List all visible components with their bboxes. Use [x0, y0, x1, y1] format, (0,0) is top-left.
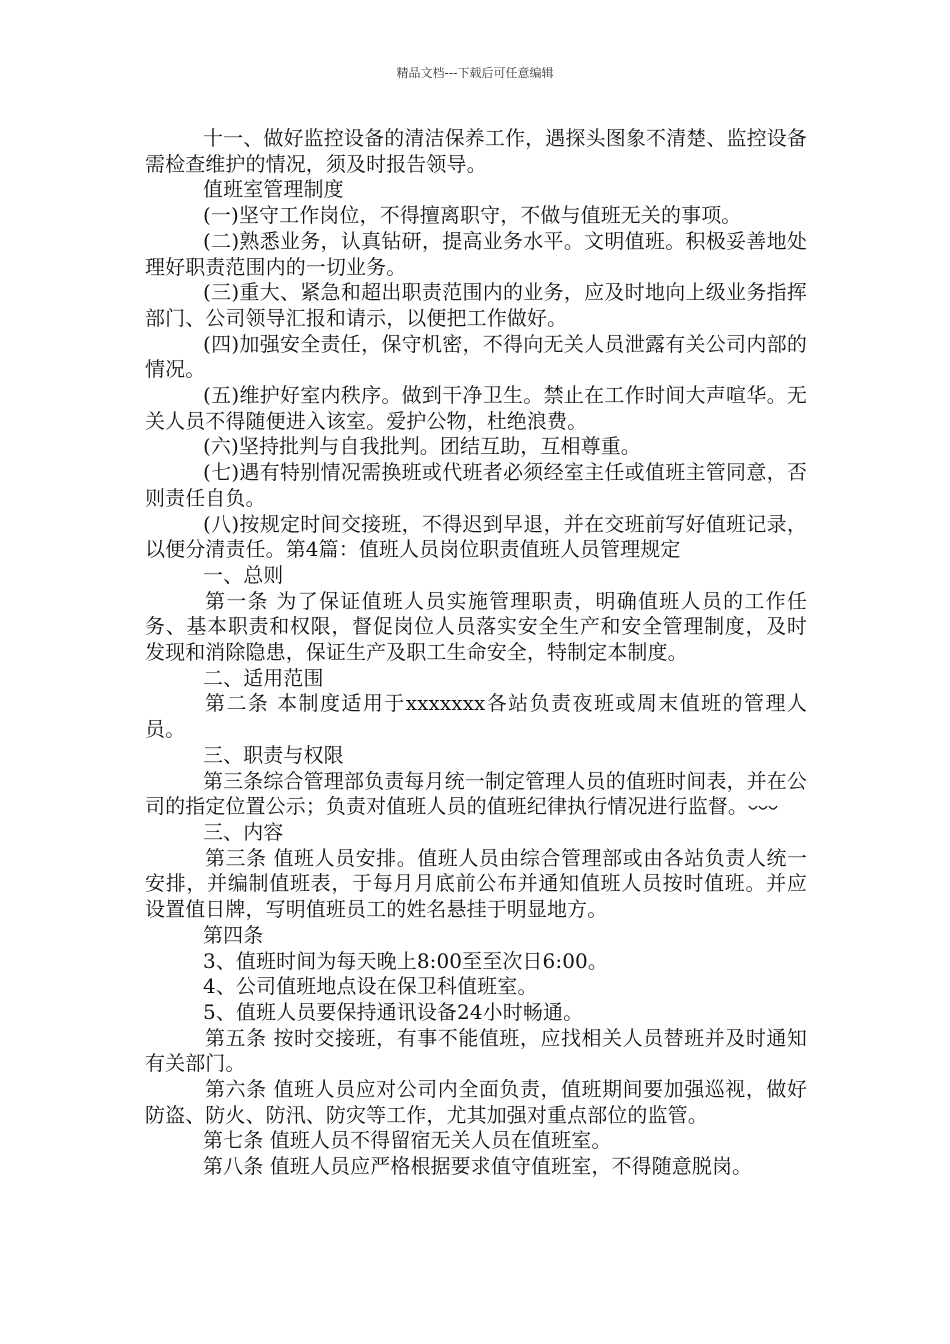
article-paragraph: 第三条 值班人员安排。值班人员由综合管理部或由各站负责人统一安排，并编制值班表，于每月月底前公布并通知值班人员按时值班。并应设置值日牌，写明值班员工的姓名悬挂于明显地方。	[145, 845, 807, 922]
section-heading: 二、适用范围	[203, 665, 324, 690]
paragraph: (六)坚持批判与自我批判。团结互助，互相尊重。	[203, 434, 641, 459]
paragraph: (八)按规定时间交接班，不得迟到早退，并在交班前写好值班记录，以便分清责任。第4篇：值班人员岗位职责值班人员管理规定	[145, 511, 807, 562]
article-paragraph: 第四条	[203, 922, 264, 947]
list-item: 4、公司值班地点设在保卫科值班室。	[203, 974, 538, 999]
article-paragraph: 第七条 值班人员不得留宿无关人员在值班室。	[203, 1128, 612, 1153]
paragraph: (七)遇有特别情况需换班或代班者必须经室主任或值班主管同意，否则责任自负。	[145, 460, 807, 510]
paragraph: (二)熟悉业务，认真钻研，提高业务水平。文明值班。积极妥善地处理好职责范围内的一切业务。	[145, 228, 807, 279]
paragraph: (一)坚守工作岗位，不得擅离职守，不做与值班无关的事项。	[203, 203, 742, 228]
scribble-mark-icon	[748, 804, 782, 812]
paragraph: (三)重大、紧急和超出职责范围内的业务，应及时地向上级业务指挥部门、公司领导汇报和请示，以便把工作做好。	[145, 280, 807, 330]
list-item: 3、值班时间为每天晚上8:00至至次日6:00。	[203, 948, 608, 973]
section-title: 值班室管理制度	[203, 177, 344, 202]
paragraph: (五)维护好室内秩序。做到干净卫生。禁止在工作时间大声喧华。无关人员不得随便进入该室。爱护公物，杜绝浪费。	[145, 383, 807, 433]
article-paragraph: 第二条 本制度适用于xxxxxxx各站负责夜班或周末值班的管理人员。	[145, 691, 807, 742]
page-header: 精品文档---下载后可任意编辑	[396, 66, 554, 80]
article-paragraph: 第五条 按时交接班，有事不能值班，应找相关人员替班并及时通知有关部门。	[145, 1025, 807, 1076]
paragraph: 十一、做好监控设备的清洁保养工作，遇探头图象不清楚、监控设备需检查维护的情况，须及时报告领导。	[145, 126, 807, 176]
article-text: 第三条综合管理部负责每月统一制定管理人员的值班时间表，并在公司的指定位置公示；负责对值班人员的值班纪律执行情况进行监督。	[145, 768, 807, 819]
article-paragraph	[145, 769, 807, 820]
document-body	[145, 126, 807, 1180]
paragraph: (四)加强安全责任，保守机密，不得向无关人员泄露有关公司内部的情况。	[145, 331, 807, 382]
section-heading: 三、内容	[203, 819, 284, 844]
article-paragraph: 第六条 值班人员应对公司内全面负责，值班期间要加强巡视，做好防盗、防火、防汛、防灾等工作，尤其加强对重点部位的监管。	[145, 1077, 807, 1127]
section-heading: 一、总则	[203, 562, 284, 587]
article-paragraph: 第八条 值班人员应严格根据要求值守值班室，不得随意脱岗。	[203, 1154, 753, 1179]
section-heading: 三、职责与权限	[203, 742, 344, 767]
list-item: 5、值班人员要保持通讯设备24小时畅通。	[203, 999, 584, 1024]
article-paragraph: 第一条 为了保证值班人员实施管理职责，明确值班人员的工作任务、基本职责和权限，督促岗位人员落实安全生产和安全管理制度，及时发现和消除隐患，保证生产及职工生命安全，特制定本制度。	[145, 588, 807, 665]
